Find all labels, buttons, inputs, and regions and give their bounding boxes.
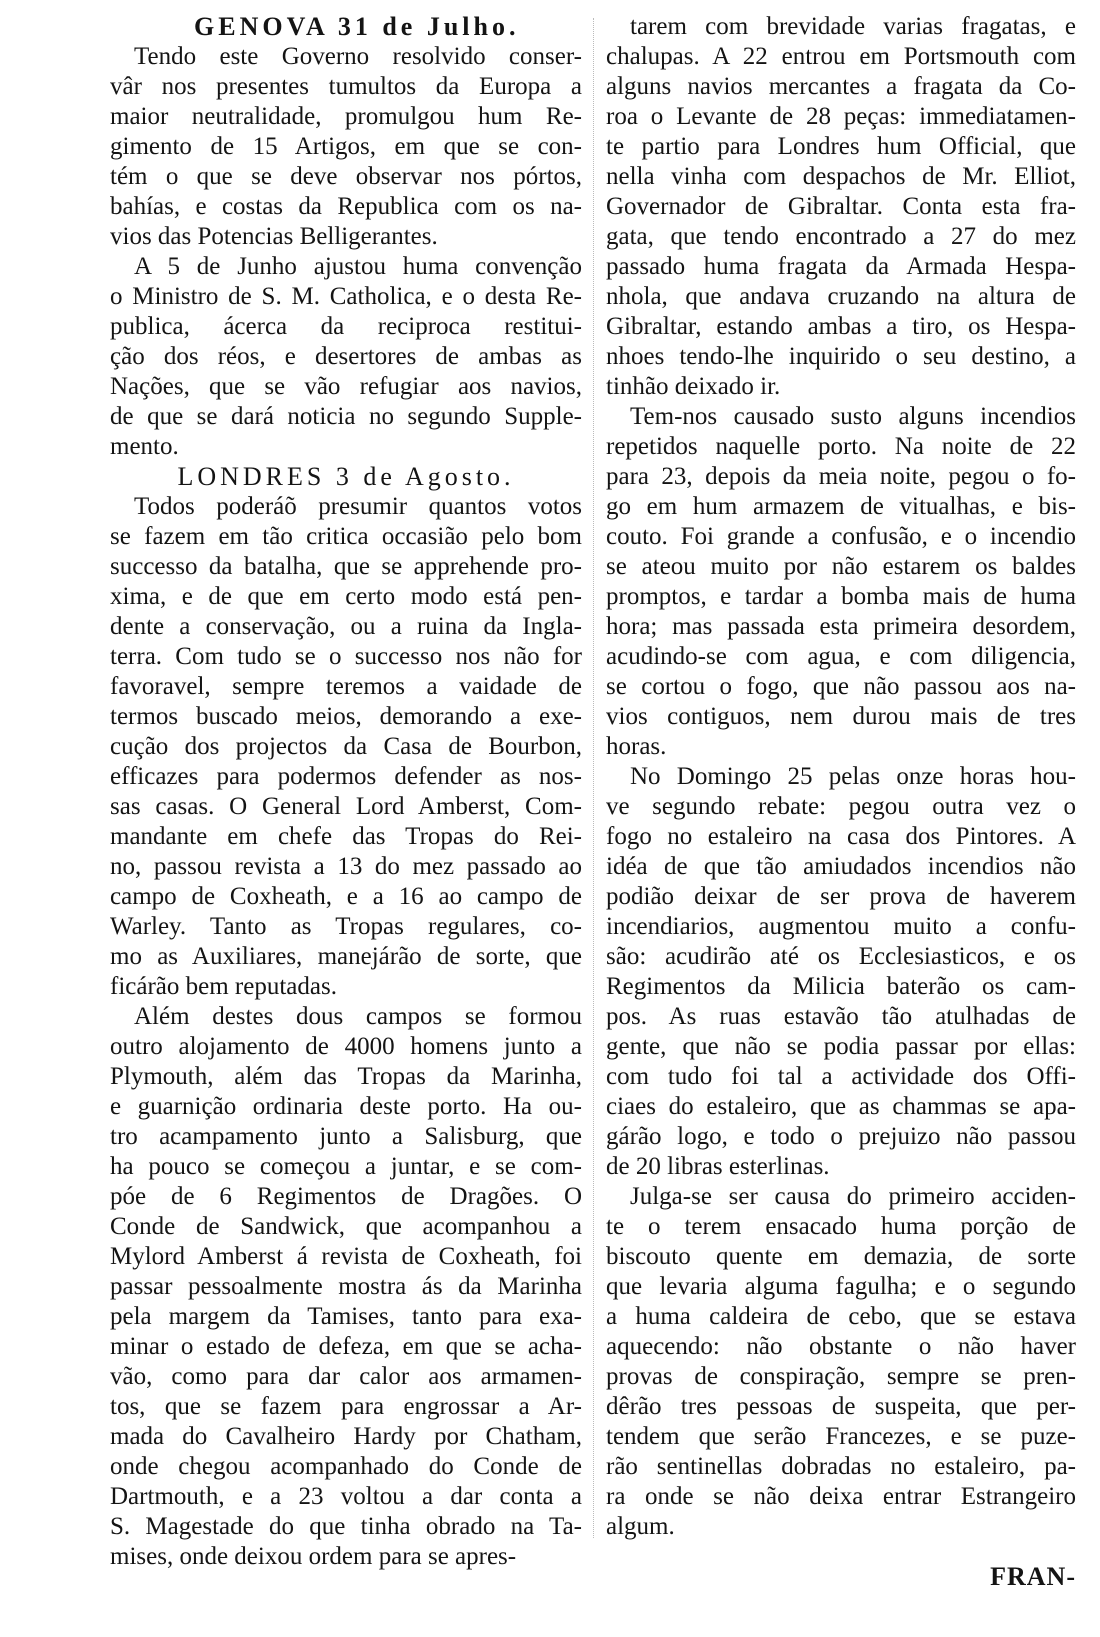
text-line: repetidos naquelle porto. Na noite de 22 [606,433,1076,460]
paragraph [110,1002,582,1572]
text-line: passar pessoalmente mostra ás da Marinha [110,1273,582,1300]
paragraph [606,402,1076,762]
text-line: mises, onde deixou ordem para se apres- [110,1543,517,1570]
text-line: que levaria alguma fagulha; e o segundo [606,1273,1076,1300]
text-line: vios das Potencias Belligerantes. [110,223,438,250]
text-line: nhoes tendo-lhe inquirido o seu destino, a [606,343,1076,370]
text-line: gente, que não se podia passar por ellas: [606,1033,1076,1060]
text-line: termos buscado meios, demorando a exe- [110,703,582,730]
text-line: são: acudirão até os Ecclesiasticos, e os [606,943,1076,970]
text-line: incendiarios, augmentou muito a confu- [606,913,1076,940]
genova-dateline: GENOVA 31 de Julho. [194,12,520,41]
text-line: fogo no estaleiro na casa dos Pintores. A [606,823,1076,850]
text-line: o Ministro de S. M. Catholica, e o desta Re- [110,283,582,310]
text-line: Tendo este Governo resolvido conser- [134,43,582,70]
text-line: campo de Coxheath, e a 16 ao campo de [110,883,582,910]
text-line: de 20 libras esterlinas. [606,1153,830,1180]
text-line: No Domingo 25 pelas onze horas hou- [630,763,1076,790]
text-line: dente a conservação, ou a ruina da Ingla- [110,613,582,640]
text-line: Julga-se ser causa do primeiro acciden- [630,1183,1076,1210]
text-line: Todos poderáõ presumir quantos votos [134,493,582,520]
text-line: ha pouco se começou a juntar, e se com- [110,1153,582,1180]
text-line: dêrão tres pessoas de suspeita, que per- [606,1393,1076,1420]
text-line: hora; mas passada esta primeira desordem, [606,613,1076,640]
text-line: póe de 6 Regimentos de Dragões. O [110,1183,582,1210]
text-line: ção dos réos, e desertores de ambas as [110,343,582,370]
text-line: rão sentinellas dobradas no estaleiro, pa- [606,1453,1076,1480]
text-line: ve segundo rebate: pegou outra vez o [606,793,1076,820]
text-line: Dartmouth, e a 23 voltou a dar conta a [110,1483,582,1510]
paragraph [606,762,1076,1182]
genova-article [110,42,582,462]
text-line: Nações, que se vão refugiar aos navios, [110,373,582,400]
text-line: horas. [606,733,667,760]
text-line: favoravel, sempre teremos a vaidade de [110,673,582,700]
text-line: podião deixar de ser prova de haverem [606,883,1076,910]
text-line: vios contiguos, nem durou mais de tres [606,703,1076,730]
text-line: no, passou revista a 13 do mez passado ao [110,853,582,880]
text-line: cução dos projectos da Casa de Bourbon, [110,733,582,760]
text-line: S. Magestade do que tinha obrado na Ta- [110,1513,582,1540]
paragraph [606,12,1076,402]
text-line: publica, ácerca da reciproca restitui- [110,313,582,340]
text-line: A 5 de Junho ajustou huma convenção [134,253,582,280]
text-line: se fazem em tão critica occasião pelo bom [110,523,582,550]
paragraph [110,42,582,252]
text-line: Além destes dous campos se formou [134,1003,582,1030]
text-line: promptos, e tardar a bomba mais de huma [606,583,1076,610]
text-line: onde chegou acompanhado do Conde de [110,1453,582,1480]
text-line: bahías, e costas da Republica com os na- [110,193,582,220]
text-line: ciaes do estaleiro, que as chammas se apa- [606,1093,1076,1120]
column-divider [593,18,594,1538]
text-line: Tem-nos causado susto alguns incendios [630,403,1076,430]
text-line: gata, que tendo encontrado a 27 do mez [606,223,1076,250]
left-column [110,12,582,1572]
text-line: mada do Cavalheiro Hardy por Chatham, [110,1423,582,1450]
text-line: tro acampamento junto a Salisburg, que [110,1123,582,1150]
text-line: de que se dará noticia no segundo Supple- [110,403,582,430]
text-line: pos. As ruas estavão tão atulhadas de [606,1003,1076,1030]
text-line: algum. [606,1513,675,1540]
text-line: terra. Com tudo se o successo nos não for [110,643,582,670]
text-line: minar o estado de defeza, em que se acha- [110,1333,582,1360]
text-line: efficazes para podermos defender as nos- [110,763,582,790]
text-line: se ateou muito por não estarem os baldes [606,553,1076,580]
right-article [606,12,1076,1542]
text-line: acudindo-se com agua, e com diligencia, [606,643,1076,670]
text-line: para 23, depois da meia noite, pegou o fo- [606,463,1076,490]
text-line: ra onde se não deixa entrar Estrangeiro [606,1483,1076,1510]
paragraph [110,252,582,462]
text-line: gárão logo, e todo o prejuizo não passou [606,1123,1076,1150]
text-line: tinhão deixado ir. [606,373,781,400]
text-line: mo as Auxiliares, manejárão de sorte, que [110,943,582,970]
text-line: a huma caldeira de cebo, que se estava [606,1303,1076,1330]
text-line: com tudo foi tal a actividade dos Offi- [606,1063,1076,1090]
text-line: Conde de Sandwick, que acompanhou a [110,1213,582,1240]
text-line: maior neutralidade, promulgou hum Re- [110,103,582,130]
text-line: idéa de que tão amiudados incendios não [606,853,1076,880]
text-line: tos, que se fazem para engrossar a Ar- [110,1393,582,1420]
text-line: se cortou o fogo, que não passou aos na- [606,673,1076,700]
text-line: Gibraltar, estando ambas a tiro, os Hespa- [606,313,1076,340]
text-line: vão, como para dar calor aos armamen- [110,1363,582,1390]
text-line: Governador de Gibraltar. Conta esta fra- [606,193,1076,220]
text-line: outro alojamento de 4000 homens junto a [110,1033,582,1060]
text-line: tendem que serão Francezes, e se puze- [606,1423,1076,1450]
londres-article [110,492,582,1572]
text-line: couto. Foi grande a confusão, e o incendio [606,523,1076,550]
text-line: aquecendo: não obstante o não haver [606,1333,1076,1360]
text-line: tarem com brevidade varias fragatas, e [630,13,1076,40]
text-line: mandante em chefe das Tropas do Rei- [110,823,582,850]
paragraph [110,492,582,1002]
text-line: nhola, que andava cruzando na altura de [606,283,1076,310]
catchword: FRAN- [990,1562,1076,1591]
text-line: tém o que se deve observar nos pórtos, [110,163,582,190]
text-line: nella vinha com despachos de Mr. Elliot, [606,163,1076,190]
text-line: Mylord Amberst á revista de Coxheath, foi [110,1243,582,1270]
text-line: pela margem da Tamises, tanto para exa- [110,1303,582,1330]
text-line: te o terem ensacado huma porção de [606,1213,1076,1240]
text-line: Warley. Tanto as Tropas regulares, co- [110,913,582,940]
text-line: chalupas. A 22 entrou em Portsmouth com [606,43,1076,70]
londres-dateline: LONDRES 3 de Agosto. [177,462,515,491]
text-line: sas casas. O General Lord Amberst, Com- [110,793,582,820]
text-line: alguns navios mercantes a fragata da Co- [606,73,1076,100]
text-line: e guarnição ordinaria deste porto. Ha ou- [110,1093,582,1120]
text-line: gimento de 15 Artigos, em que se con- [110,133,582,160]
text-line: vâr nos presentes tumultos da Europa a [110,73,582,100]
text-line: biscouto quente em demazia, de sorte [606,1243,1076,1270]
text-line: roa o Levante de 28 peças: immediatamen- [606,103,1076,130]
text-line: xima, e de que em certo modo está pen- [110,583,582,610]
text-line: mento. [110,433,179,460]
right-column [606,12,1076,1542]
text-line: Plymouth, além das Tropas da Marinha, [110,1063,582,1090]
text-line: successo da batalha, que se apprehende pro- [110,553,582,580]
text-line: passado huma fragata da Armada Hespa- [606,253,1076,280]
text-line: go em hum armazem de vitualhas, e bis- [606,493,1076,520]
text-line: te partio para Londres hum Official, que [606,133,1076,160]
text-line: Regimentos da Milicia baterão os cam- [606,973,1076,1000]
text-line: provas de conspiração, sempre se pren- [606,1363,1076,1390]
text-line: ficárão bem reputadas. [110,973,337,1000]
paragraph [606,1182,1076,1542]
